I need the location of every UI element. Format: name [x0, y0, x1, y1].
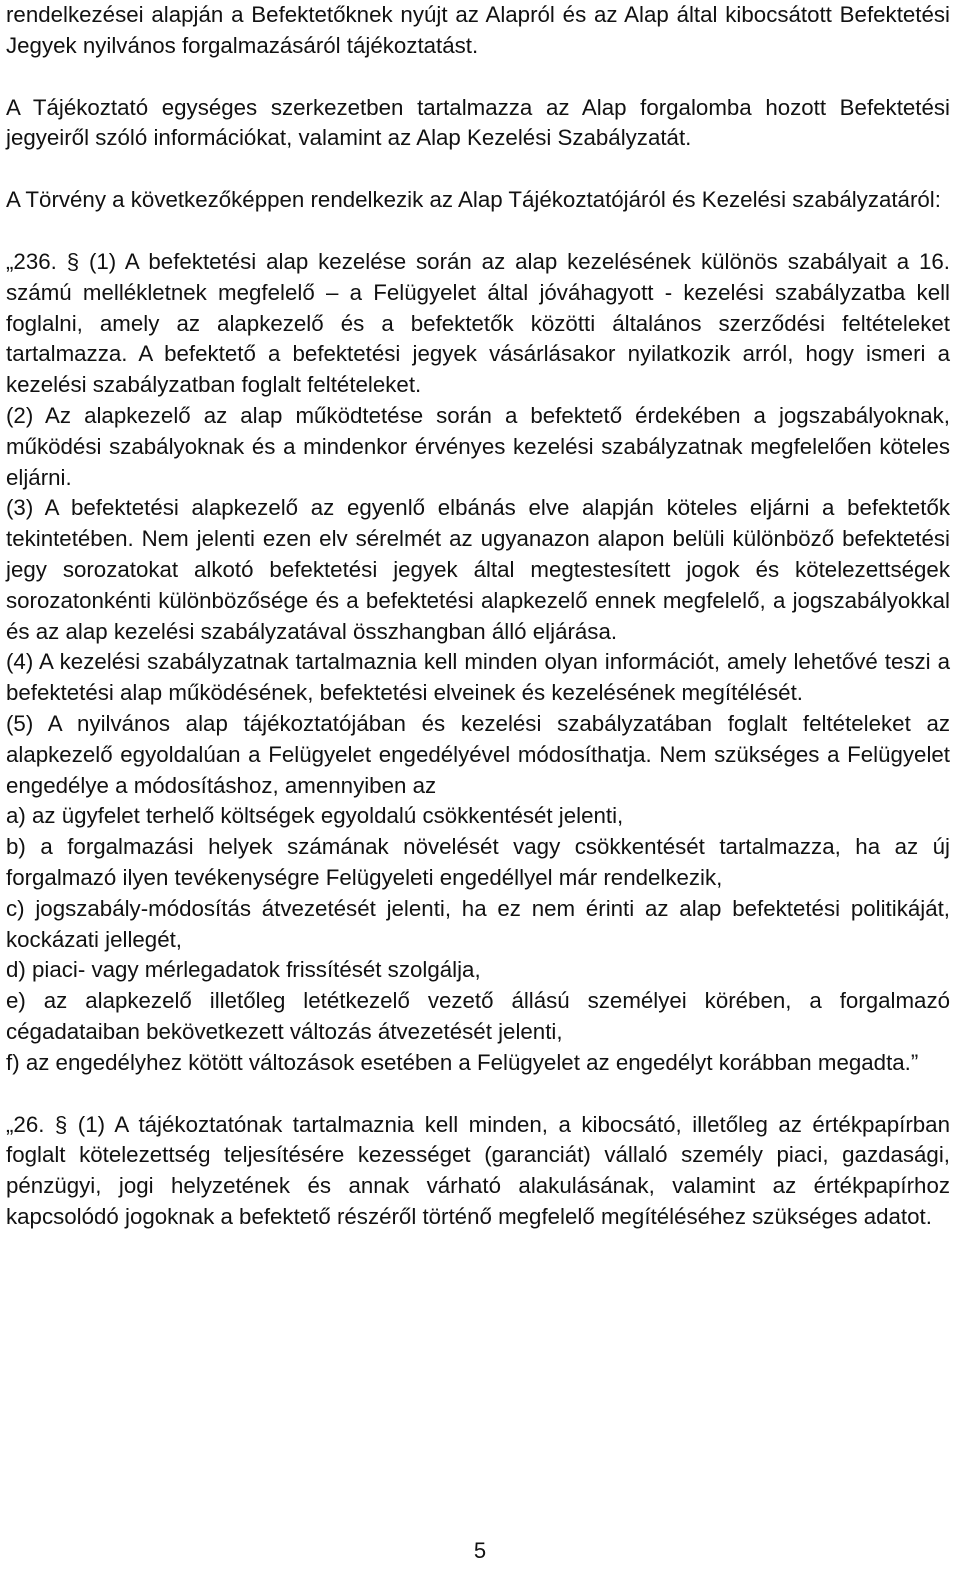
spacer [6, 216, 950, 247]
list-item-b: b) a forgalmazási helyek számának növelését vagy csökkentését tartalmazza, ha az új forgalmazó ilyen tevékenységre Felügyeleti engedéllyel már rendelkezik, [6, 834, 950, 890]
section-236-paragraph-1: „236. § (1) A befektetési alap kezelése során az alap kezelésének különös szabályait a 16. számú mellékletnek megfelelő – a Felügyelet által jóváhagyott - kezelési szabályzatba kell foglalni, amely az alapkezelő és a befektetők közötti általános szerződési feltételeket tartalmazza. A befektető a befektetési jegyek vásárlásakor nyilatkozik arról, hogy ismeri a kezelési szabályzatban foglalt feltételeket. [6, 248, 950, 398]
page-number: 5 [473, 1538, 487, 1563]
paragraph-prospectus: A Tájékoztató egységes szerkezetben tartalmazza az Alap forgalomba hozott Befektetési jegyeiről szóló információkat, valamint az Alap Kezelési Szabályzatát. [6, 94, 950, 151]
paragraph-intro: rendelkezései alapján a Befektetőknek nyújt az Alapról és az Alap által kibocsátott Befektetési Jegyek nyilvános forgalmazásáról tájékoztatást. [6, 2, 950, 58]
section-236-paragraph-2: (2) Az alapkezelő az alap működtetése során a befektető érdekében a jogszabályoknak, működési szabályoknak és a mindenkor érvényes kezelési szabályzatnak megfelelően köteles eljárni. [6, 402, 950, 490]
list-item-d: d) piaci- vagy mérlegadatok frissítését szolgálja, [6, 957, 481, 983]
section-236-paragraph-5: (5) A nyilvános alap tájékoztatójában és kezelési szabályzatában foglalt feltételeket az alapkezelő egyoldalúan a Felügyelet engedélyével módosíthatja. Nem szükséges a Felügyelet engedélye a módosításhoz, amennyiben az [6, 710, 950, 798]
paragraph-law-intro: A Törvény a következőképpen rendelkezik az Alap Tájékoztatójáról és Kezelési szabályzatáról: [6, 187, 941, 213]
section-236-paragraph-3: (3) A befektetési alapkezelő az egyenlő elbánás elve alapján köteles eljárni a befektetők tekintetében. Nem jelenti ezen elv sérelmét az ugyanazon alapon belüli különböző befektetési jegy sorozatokat alkotó befektetési jegyek által megtestesített jogok és kötelezettségek sorozatonkénti különbözősége és a befektetési alapkezelő ennek megfelelő, a jogszabályokkal és az alap kezelési szabályzatával összhangban álló eljárása. [6, 495, 950, 644]
spacer [6, 1079, 950, 1110]
list-item-c: c) jogszabály-módosítás átvezetését jelenti, ha ez nem érinti az alap befektetési politikáját, kockázati jellegét, [6, 895, 950, 952]
document-body [6, 0, 950, 1233]
list-item-a: a) az ügyfelet terhelő költségek egyoldalú csökkentését jelenti, [6, 803, 624, 829]
section-26-paragraph-1: „26. § (1) A tájékoztatónak tartalmaznia kell minden, a kibocsátó, illetőleg az értékpapírban foglalt kötelezettség teljesítésére kezességet (garanciát) vállaló személy piaci, gazdasági, pénzügyi, jogi helyzetének és annak várható alakulásának, valamint az értékpapírhoz kapcsolódó jogoknak a befektető részéről történő megfelelő megítéléséhez szükséges adatot. [6, 1111, 950, 1229]
spacer [6, 154, 950, 185]
list-item-e: e) az alapkezelő illetőleg letétkezelő vezető állású személyei körében, a forgalmazó cégadataiban bekövetkezett változás átvezetését jelenti, [6, 988, 950, 1044]
section-236-paragraph-4: (4) A kezelési szabályzatnak tartalmaznia kell minden olyan információt, amely lehetővé teszi a befektetési alap működésének, befektetési elveinek és kezelésének megítélését. [6, 649, 950, 706]
spacer [6, 62, 950, 93]
list-item-f: f) az engedélyhez kötött változások esetében a Felügyelet az engedélyt korábban megadta.” [6, 1049, 919, 1075]
